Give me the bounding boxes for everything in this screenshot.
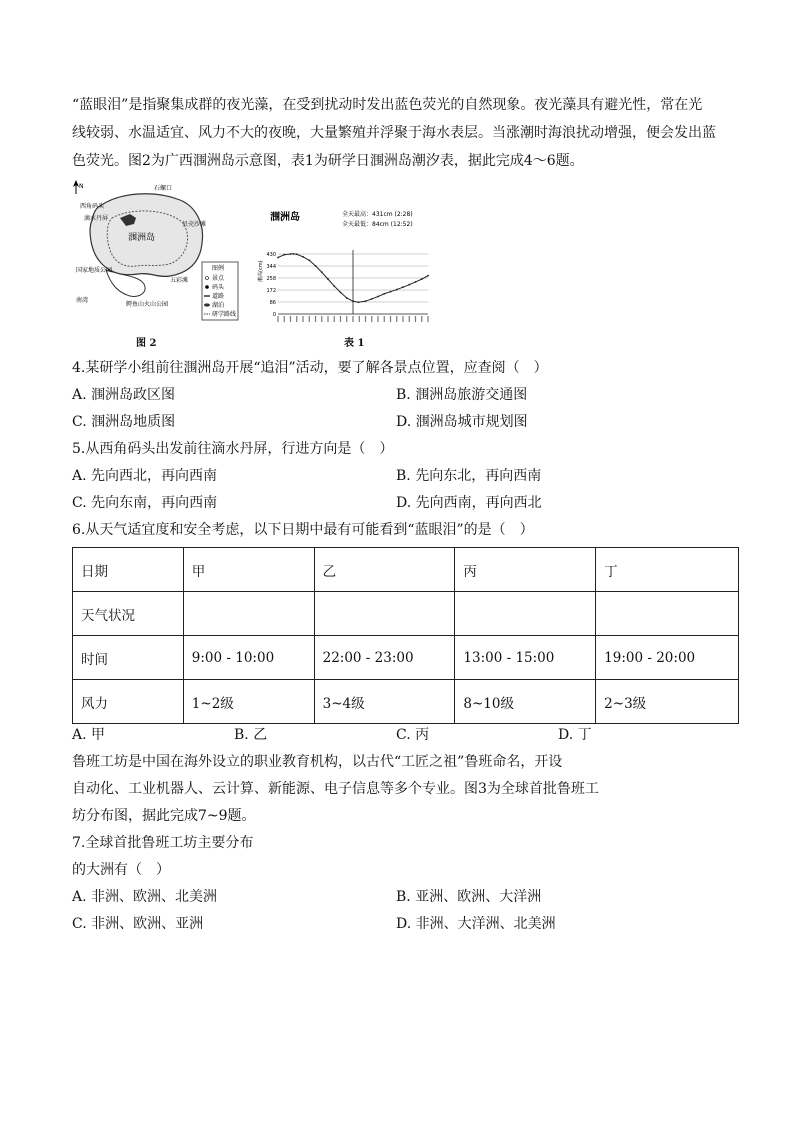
q7-option-c[interactable]: C. 非洲、欧洲、亚洲 (72, 916, 204, 932)
label-nanwan: 南湾 (76, 297, 89, 304)
tide-point (302, 256, 304, 258)
tide-point (321, 271, 323, 273)
tide-point (358, 301, 360, 303)
tide-point (308, 259, 310, 261)
table-cell (596, 592, 739, 636)
tide-point (377, 296, 379, 298)
tide-x-tick (315, 316, 316, 322)
tide-point (290, 253, 292, 255)
tide-point (402, 286, 404, 288)
intro-line-3: 色荧光。图2为广西涠洲岛示意图，表1为研学日涠洲岛潮汐表，据此完成4～6题。 (72, 153, 584, 169)
table-cell: 丁 (596, 548, 739, 592)
tide-y-tick-label: 430 (266, 252, 276, 258)
table-cell: 13:00 - 15:00 (455, 636, 596, 680)
weather-table (72, 547, 739, 724)
tide-point (340, 291, 342, 293)
tide-y-tick-label: 344 (266, 264, 276, 270)
north-arrow-icon (73, 180, 84, 194)
intro2-line-1: 鲁班工坊是中国在海外设立的职业教育机构，以古代“工匠之祖”鲁班命名，开设 (72, 754, 563, 770)
table-cell: 风力 (73, 680, 184, 724)
tide-point (283, 254, 285, 256)
q6-option-c[interactable]: C. 丙 (396, 727, 430, 743)
tide-x-tick (309, 316, 310, 322)
q5-option-d[interactable]: D. 先向西南，再向西北 (396, 495, 542, 511)
tide-point (333, 285, 335, 287)
tide-x-tick (302, 316, 303, 322)
q6-option-a[interactable]: A. 甲 (72, 727, 106, 743)
q5-option-b[interactable]: B. 先向东北，再向西南 (396, 468, 542, 484)
table-cell: 3~4级 (314, 680, 455, 724)
table-row (73, 680, 739, 724)
question-7-stem-line-1: 7.全球首批鲁班工坊主要分布 (72, 835, 254, 851)
q7-option-d[interactable]: D. 非洲、大洋洲、北美洲 (396, 916, 556, 932)
tide-x-tick (346, 316, 347, 322)
tide-y-tick-label: 172 (266, 288, 276, 294)
tide-x-tick (377, 316, 378, 322)
tide-x-tick (334, 316, 335, 322)
label-crocodile-hill: 鳄鱼山火山公园 (126, 301, 169, 308)
question-5-stem: 5.从西角码头出发前往滴水丹屏，行进方向是（ ） (72, 441, 394, 457)
table-cell: 时间 (73, 636, 184, 680)
tide-x-tick (340, 316, 341, 322)
table-1-caption: 表 1 (344, 338, 365, 349)
legend-lake-icon (204, 303, 210, 306)
q4-option-b[interactable]: B. 涠洲岛旅游交通图 (396, 387, 528, 403)
label-geopark: 国家地质公园 (76, 267, 113, 274)
q5-option-c[interactable]: C. 先向东南，再向西南 (72, 495, 218, 511)
tide-x-tick (371, 316, 372, 322)
tide-y-tick-label: 0 (272, 312, 276, 318)
tide-point (365, 300, 367, 302)
tide-y-tick-label: 86 (269, 300, 276, 306)
tide-y-axis-label: 潮高(cm) (258, 260, 264, 282)
tide-x-tick (402, 316, 403, 322)
table-cell: 1~2级 (183, 680, 314, 724)
table-cell: 8~10级 (455, 680, 596, 724)
tide-point (408, 284, 410, 286)
table-cell: 丙 (455, 548, 596, 592)
q4-option-c[interactable]: C. 涠洲岛地质图 (72, 414, 176, 430)
tide-x-tick (352, 316, 353, 322)
q4-option-d[interactable]: D. 涠洲岛城市规划图 (396, 414, 528, 430)
table-cell (455, 592, 596, 636)
svg-text:N: N (79, 183, 84, 190)
legend-pier-icon (205, 285, 209, 289)
legend-item: 码头 (212, 284, 225, 291)
tide-x-tick (277, 316, 278, 322)
intro2-line-3: 坊分布图，据此完成7~9题。 (72, 808, 256, 824)
label-dishui-danping: 滴水丹屏 (84, 215, 109, 222)
weizhou-island-map (70, 178, 237, 328)
table-cell: 9:00 - 10:00 (183, 636, 314, 680)
island-name-label: 涠洲岛 (128, 233, 156, 243)
tide-point (327, 278, 329, 280)
tide-point (296, 253, 298, 255)
table-cell (183, 592, 314, 636)
tide-point (383, 293, 385, 295)
tide-point (396, 289, 398, 291)
tide-x-tick (415, 316, 416, 322)
table-row (73, 636, 739, 680)
legend-item: 研学路线 (212, 311, 237, 318)
q6-option-d[interactable]: D. 丁 (558, 727, 592, 743)
table-row (73, 548, 739, 592)
figure-2-caption: 图 2 (136, 338, 157, 349)
tide-x-tick (327, 316, 328, 322)
tide-max-label: 全天最高：431cm (2:28) (342, 211, 413, 218)
tide-x-tick (321, 316, 322, 322)
tide-point (346, 297, 348, 299)
q6-option-b[interactable]: B. 乙 (234, 727, 268, 743)
label-wucai-beach: 五彩滩 (170, 277, 189, 284)
legend-item: 景点 (212, 275, 225, 282)
tide-point (277, 257, 279, 259)
label-shiluokou: 石螺口 (154, 185, 173, 192)
tide-x-tick (427, 316, 428, 322)
tide-chart-title: 涠洲岛 (270, 212, 300, 223)
tide-point (293, 253, 295, 255)
tide-point (371, 298, 373, 300)
tide-chart (256, 204, 436, 330)
tide-point (427, 275, 429, 277)
tide-x-tick (421, 316, 422, 322)
legend-title: 图例 (212, 265, 225, 272)
table-cell: 甲 (183, 548, 314, 592)
question-4-stem: 4.某研学小组前往涠洲岛开展“追泪”活动，要了解各景点位置，应查阅（ ） (72, 360, 548, 376)
tide-x-tick (365, 316, 366, 322)
question-6-stem: 6.从天气适宜度和安全考虑，以下日期中最有可能看到“蓝眼泪”的是（ ） (72, 522, 534, 538)
table-cell: 2~3级 (596, 680, 739, 724)
q4-option-a[interactable]: A. 涠洲岛政区图 (72, 387, 176, 403)
table-cell: 日期 (73, 548, 184, 592)
tide-x-tick (384, 316, 385, 322)
intro2-line-2: 自动化、工业机器人、云计算、新能源、电子信息等多个专业。图3为全球首批鲁班工 (72, 781, 599, 797)
tide-min-label: 全天最低：84cm (12:52) (342, 221, 413, 228)
tide-x-tick (409, 316, 410, 322)
table-cell: 天气状况 (73, 592, 184, 636)
table-cell: 19:00 - 20:00 (596, 636, 739, 680)
q7-option-b[interactable]: B. 亚洲、欧洲、大洋洲 (396, 889, 542, 905)
table-cell (314, 592, 455, 636)
tide-y-tick-label: 258 (266, 276, 276, 282)
intro-line-2: 线较弱、水温适宜、风力不大的夜晚，大量繁殖并浮聚于海水表层。当涨潮时海浪扰动增强，便会发出蓝 (72, 125, 716, 141)
q7-option-a[interactable]: A. 非洲、欧洲、北美洲 (72, 889, 218, 905)
legend-item: 湖泊 (212, 302, 225, 309)
legend-item: 道路 (212, 293, 225, 300)
q5-option-a[interactable]: A. 先向西北，再向西南 (72, 468, 218, 484)
table-cell: 乙 (314, 548, 455, 592)
tide-x-tick (296, 316, 297, 322)
tide-point (315, 265, 317, 267)
table-cell: 22:00 - 23:00 (314, 636, 455, 680)
tide-x-tick (284, 316, 285, 322)
tide-point (390, 291, 392, 293)
tide-point (421, 278, 423, 280)
intro-line-1: “蓝眼泪”是指聚集成群的夜光藻，在受到扰动时发出蓝色荧光的自然现象。夜光藻具有避光性，常在光 (72, 97, 703, 113)
tide-x-tick (396, 316, 397, 322)
question-7-stem-line-2: 的大洲有（ ） (72, 862, 170, 878)
tide-point (415, 281, 417, 283)
tide-x-tick (359, 316, 360, 322)
label-shell-beach: 贝壳沙滩 (182, 221, 207, 228)
tide-x-tick (290, 316, 291, 322)
label-xijiao-pier: 西角码头 (80, 203, 105, 210)
tide-x-tick (390, 316, 391, 322)
table-row (73, 592, 739, 636)
